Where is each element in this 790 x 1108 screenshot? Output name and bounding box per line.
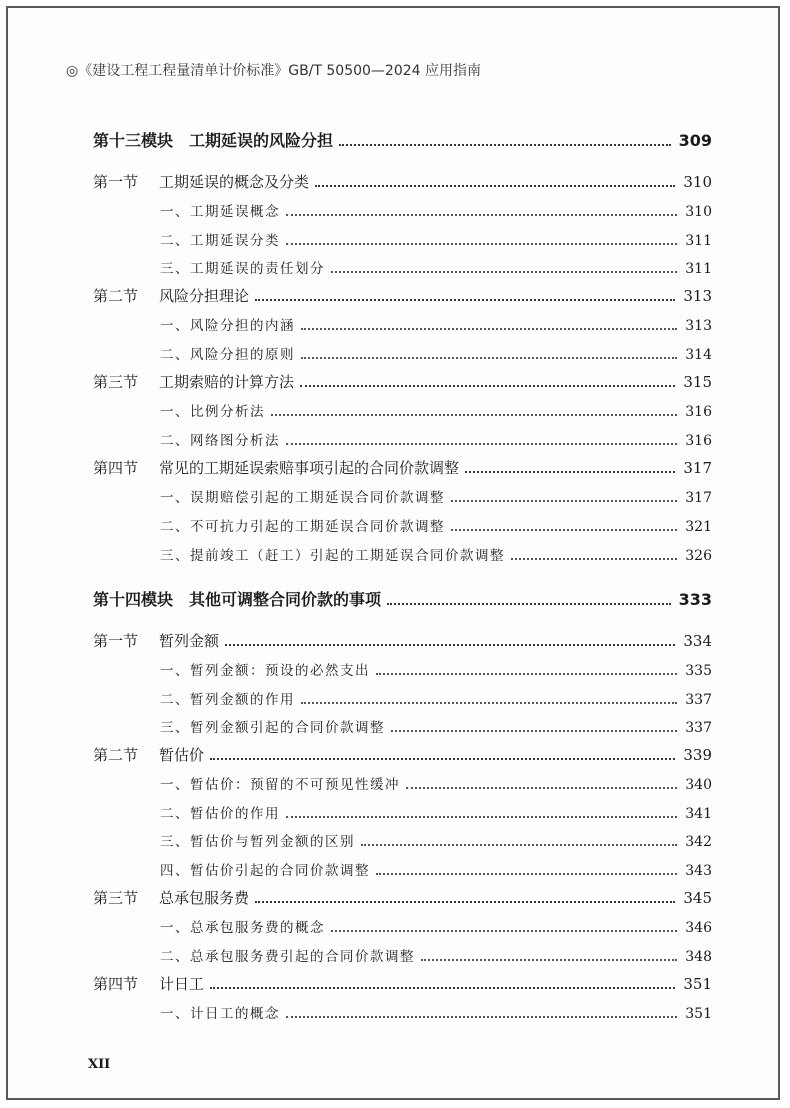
toc-page-number: 340 <box>685 777 712 793</box>
toc-subsection-title: 二、网络图分析法 <box>160 433 280 449</box>
toc-subsection-title: 一、比例分析法 <box>160 404 265 420</box>
toc-subsection-title: 二、总承包服务费引起的合同价款调整 <box>160 949 415 965</box>
dot-leader <box>255 299 675 301</box>
toc-module-14[interactable] <box>93 587 712 610</box>
toc-page-number: 335 <box>685 663 712 679</box>
toc-page-number: 313 <box>683 287 712 305</box>
dot-leader <box>286 1016 677 1018</box>
toc-section[interactable] <box>93 285 712 306</box>
toc-section[interactable] <box>93 371 712 392</box>
toc-subsection-title: 四、暂估价引起的合同价款调整 <box>160 863 370 879</box>
toc-page-number: 321 <box>685 519 712 535</box>
toc-subsection[interactable] <box>160 515 712 535</box>
dot-leader <box>376 673 677 675</box>
dot-leader <box>421 959 677 961</box>
toc-section[interactable] <box>93 457 712 478</box>
toc-subsection[interactable] <box>160 659 712 679</box>
toc-subsection[interactable] <box>160 716 712 736</box>
dot-leader <box>301 702 677 704</box>
dot-leader <box>451 500 677 502</box>
toc-subsection[interactable] <box>160 688 712 708</box>
toc-subsection-title: 三、暂估价与暂列金额的区别 <box>160 834 355 850</box>
toc-section[interactable] <box>93 887 712 908</box>
toc-page-number: 334 <box>683 632 712 650</box>
dot-leader <box>255 901 675 903</box>
dot-leader <box>387 603 671 605</box>
toc-module-13[interactable] <box>93 128 712 151</box>
toc-subsection-title: 一、总承包服务费的概念 <box>160 920 325 936</box>
toc-subsection-title: 一、风险分担的内涵 <box>160 318 295 334</box>
toc-subsection[interactable] <box>160 916 712 936</box>
toc-subsection[interactable] <box>160 1002 712 1022</box>
dot-leader <box>331 271 677 273</box>
dot-leader <box>465 471 675 473</box>
toc-subsection[interactable] <box>160 400 712 420</box>
toc-page-number: 351 <box>683 975 712 993</box>
toc-section-title: 暂列金额 <box>159 632 220 650</box>
toc-section-number: 第一节 <box>93 632 139 650</box>
toc-subsection[interactable] <box>160 544 712 564</box>
toc-page-number: 351 <box>685 1006 712 1022</box>
toc-page-number: 309 <box>678 131 712 150</box>
dot-leader <box>271 414 677 416</box>
toc-page-number: 316 <box>685 404 712 420</box>
dot-leader <box>286 214 677 216</box>
toc-page-number: 310 <box>683 173 712 191</box>
toc-page-number: 343 <box>685 863 712 879</box>
dot-leader <box>339 144 671 146</box>
toc-page-number: 341 <box>685 806 712 822</box>
toc-section[interactable] <box>93 973 712 994</box>
toc-page-number: 316 <box>685 433 712 449</box>
toc-subsection-title: 一、暂估价：预留的不可预见性缓冲 <box>160 777 400 793</box>
dot-leader <box>300 385 675 387</box>
toc-section-title: 常见的工期延误索赔事项引起的合同价款调整 <box>159 459 460 477</box>
dot-leader <box>406 787 677 789</box>
toc-subsection-title: 一、误期赔偿引起的工期延误合同价款调整 <box>160 490 445 506</box>
dot-leader <box>286 243 677 245</box>
toc-page-number: 310 <box>685 204 712 220</box>
dot-leader <box>511 558 677 560</box>
toc-subsection-title: 一、暂列金额：预设的必然支出 <box>160 663 370 679</box>
toc-subsection-title: 一、计日工的概念 <box>160 1006 280 1022</box>
toc-page-number: 337 <box>685 720 712 736</box>
toc-section-title: 暂估价 <box>159 746 205 764</box>
dot-leader <box>391 730 677 732</box>
toc-page-number: 346 <box>685 920 712 936</box>
dot-leader <box>451 529 677 531</box>
toc-subsection[interactable] <box>160 257 712 277</box>
dot-leader <box>286 443 677 445</box>
toc-section-number: 第四节 <box>93 459 139 477</box>
dot-leader <box>315 185 675 187</box>
toc-subsection[interactable] <box>160 314 712 334</box>
toc-subsection-title: 三、暂列金额引起的合同价款调整 <box>160 720 385 736</box>
dot-leader <box>301 328 677 330</box>
toc-page-number: 317 <box>685 490 712 506</box>
toc-subsection[interactable] <box>160 486 712 506</box>
toc-subsection-title: 三、提前竣工（赶工）引起的工期延误合同价款调整 <box>160 548 505 564</box>
toc-subsection-title: 二、风险分担的原则 <box>160 347 295 363</box>
toc-section-number: 第四节 <box>93 975 139 993</box>
toc-section-number: 第三节 <box>93 889 139 907</box>
toc-page-number: 342 <box>685 834 712 850</box>
dot-leader <box>210 758 675 760</box>
toc-section[interactable] <box>93 744 712 765</box>
dot-leader <box>331 930 677 932</box>
toc-page-number: 311 <box>685 261 712 277</box>
toc-page-number: 313 <box>685 318 712 334</box>
toc-section-number: 第三节 <box>93 373 139 391</box>
dot-leader <box>286 816 677 818</box>
toc-section-number: 第一节 <box>93 173 139 191</box>
page-folio: XII <box>88 1057 111 1072</box>
dot-leader <box>376 873 677 875</box>
toc-section-title: 工期延误的概念及分类 <box>159 173 310 191</box>
toc-subsection-title: 二、不可抗力引起的工期延误合同价款调整 <box>160 519 445 535</box>
toc-subsection[interactable] <box>160 859 712 879</box>
toc-section[interactable] <box>93 630 712 651</box>
toc-section-title: 总承包服务费 <box>159 889 250 907</box>
dot-leader <box>301 357 677 359</box>
toc-page-number: 333 <box>678 590 712 609</box>
toc-module-title: 第十四模块 其他可调整合同价款的事项 <box>93 590 382 609</box>
toc-page-number: 348 <box>685 949 712 965</box>
running-header: ◎《建设工程工程量清单计价标准》GB/T 50500—2024 应用指南 <box>66 63 482 79</box>
dot-leader <box>361 844 677 846</box>
toc-page-number: 317 <box>683 459 712 477</box>
toc-subsection-title: 三、工期延误的责任划分 <box>160 261 325 277</box>
toc-subsection[interactable] <box>160 830 712 850</box>
toc-section-number: 第二节 <box>93 287 139 305</box>
toc-section-title: 风险分担理论 <box>159 287 250 305</box>
toc-page-number: 337 <box>685 692 712 708</box>
dot-leader <box>225 644 675 646</box>
toc-subsection[interactable] <box>160 343 712 363</box>
toc-page-number: 314 <box>685 347 712 363</box>
toc-page-number: 315 <box>683 373 712 391</box>
toc-module-title: 第十三模块 工期延误的风险分担 <box>93 131 334 150</box>
toc-subsection-title: 二、暂估价的作用 <box>160 806 280 822</box>
toc-page-number: 339 <box>683 746 712 764</box>
toc-subsection-title: 二、工期延误分类 <box>160 233 280 249</box>
toc-subsection[interactable] <box>160 802 712 822</box>
toc-section-number: 第二节 <box>93 746 139 764</box>
toc-section[interactable] <box>93 171 712 192</box>
toc-subsection[interactable] <box>160 229 712 249</box>
toc-subsection-title: 一、工期延误概念 <box>160 204 280 220</box>
toc-subsection-title: 二、暂列金额的作用 <box>160 692 295 708</box>
dot-leader <box>210 987 675 989</box>
toc-page-number: 345 <box>683 889 712 907</box>
toc-page-number: 326 <box>685 548 712 564</box>
toc-section-title: 计日工 <box>159 975 205 993</box>
toc-subsection[interactable] <box>160 773 712 793</box>
toc-subsection[interactable] <box>160 945 712 965</box>
toc-subsection[interactable] <box>160 429 712 449</box>
toc-subsection[interactable] <box>160 200 712 220</box>
toc-page-number: 311 <box>685 233 712 249</box>
toc-section-title: 工期索赔的计算方法 <box>159 373 295 391</box>
